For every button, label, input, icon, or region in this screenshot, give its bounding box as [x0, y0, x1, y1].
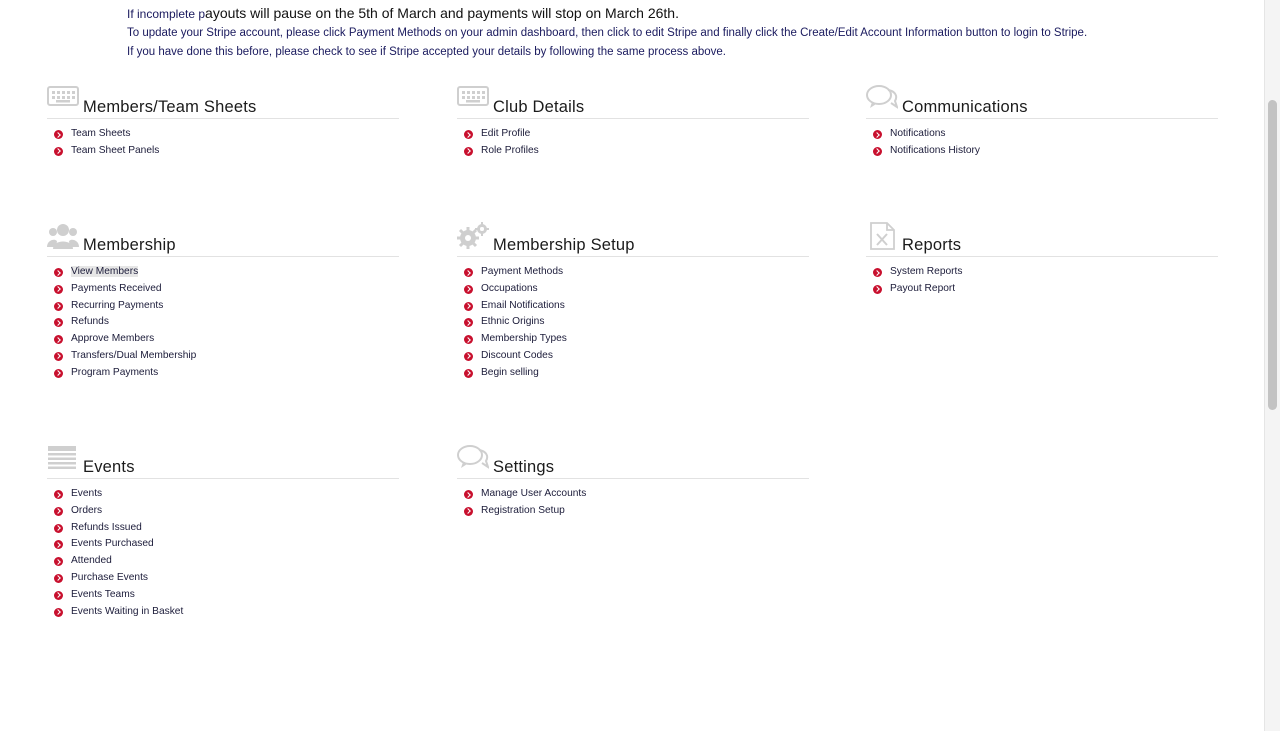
section-header	[47, 226, 399, 257]
chat-icon	[866, 84, 898, 112]
section-title: Members/Team Sheets	[83, 98, 257, 116]
section-title: Settings	[493, 458, 555, 476]
gears-icon	[457, 222, 489, 250]
link-membership-types[interactable]: Membership Types	[457, 331, 809, 348]
arrow-circle-icon	[464, 268, 473, 277]
link-system-reports[interactable]: System Reports	[866, 264, 1218, 281]
arrow-circle-icon	[54, 540, 63, 549]
link-approve-members[interactable]: Approve Members	[47, 331, 399, 348]
link-purchase-events[interactable]: Purchase Events	[47, 570, 399, 587]
link-manage-user-accounts[interactable]: Manage User Accounts	[457, 486, 809, 503]
arrow-circle-icon	[54, 352, 63, 361]
section-title: Reports	[902, 236, 962, 254]
arrow-circle-icon	[54, 591, 63, 600]
section-links	[866, 264, 1218, 298]
section-header	[866, 226, 1218, 257]
link-edit-profile[interactable]: Edit Profile	[457, 126, 809, 143]
section-membership-setup	[457, 226, 809, 382]
section-reports	[866, 226, 1218, 298]
link-discount-codes[interactable]: Discount Codes	[457, 348, 809, 365]
stripe-notice	[127, 4, 1127, 62]
section-title: Membership	[83, 236, 176, 254]
arrow-circle-icon	[873, 147, 882, 156]
keyboard-icon	[47, 84, 79, 112]
arrow-circle-icon	[464, 147, 473, 156]
arrow-circle-icon	[464, 369, 473, 378]
section-links	[457, 486, 809, 520]
arrow-circle-icon	[54, 369, 63, 378]
arrow-circle-icon	[464, 507, 473, 516]
section-settings	[457, 448, 809, 520]
link-orders[interactable]: Orders	[47, 503, 399, 520]
arrow-circle-icon	[54, 147, 63, 156]
notice-line-2: To update your Stripe account, please click Payment Methods on your admin dashboard, then click to edit Stripe and finally click the Create/Edit Account Information button to login to Stripe.	[127, 27, 1088, 39]
arrow-circle-icon	[54, 268, 63, 277]
arrow-circle-icon	[54, 318, 63, 327]
arrow-circle-icon	[54, 130, 63, 139]
link-team-sheet-panels[interactable]: Team Sheet Panels	[47, 143, 399, 160]
arrow-circle-icon	[464, 302, 473, 311]
link-registration-setup[interactable]: Registration Setup	[457, 503, 809, 520]
arrow-circle-icon	[54, 524, 63, 533]
link-attended[interactable]: Attended	[47, 553, 399, 570]
vertical-scrollbar[interactable]	[1264, 0, 1280, 731]
link-events-teams[interactable]: Events Teams	[47, 587, 399, 604]
section-header	[457, 226, 809, 257]
section-title: Events	[83, 458, 135, 476]
section-title: Communications	[902, 98, 1028, 116]
section-links	[457, 126, 809, 160]
section-header	[457, 448, 809, 479]
arrow-circle-icon	[464, 490, 473, 499]
link-payments-received[interactable]: Payments Received	[47, 281, 399, 298]
notice-line-3: If you have done this before, please check to see if Stripe accepted your details by following the same process above.	[127, 46, 726, 58]
arrow-circle-icon	[54, 557, 63, 566]
section-header	[457, 88, 809, 119]
arrow-circle-icon	[464, 285, 473, 294]
link-payout-report[interactable]: Payout Report	[866, 281, 1218, 298]
link-notifications[interactable]: Notifications	[866, 126, 1218, 143]
keyboard-icon	[457, 84, 489, 112]
arrow-circle-icon	[464, 352, 473, 361]
users-icon	[47, 222, 79, 250]
section-links	[47, 264, 399, 382]
link-ethnic-origins[interactable]: Ethnic Origins	[457, 314, 809, 331]
section-links	[47, 486, 399, 620]
section-communications	[866, 88, 1218, 160]
link-transfers-dual-membership[interactable]: Transfers/Dual Membership	[47, 348, 399, 365]
link-recurring-payments[interactable]: Recurring Payments	[47, 298, 399, 315]
section-header	[47, 448, 399, 479]
scrollbar-thumb[interactable]	[1268, 100, 1277, 410]
arrow-circle-icon	[54, 302, 63, 311]
section-title: Membership Setup	[493, 236, 635, 254]
arrow-circle-icon	[464, 130, 473, 139]
section-header	[47, 88, 399, 119]
excel-file-icon	[866, 222, 898, 250]
link-events-purchased[interactable]: Events Purchased	[47, 536, 399, 553]
arrow-circle-icon	[54, 490, 63, 499]
link-program-payments[interactable]: Program Payments	[47, 365, 399, 382]
list-icon	[47, 444, 79, 472]
chat-icon	[457, 444, 489, 472]
section-events	[47, 448, 399, 620]
link-email-notifications[interactable]: Email Notifications	[457, 298, 809, 315]
notice-line-1: If incomplete payouts will pause on the 5th of March and payments will stop on March 26th.	[127, 5, 679, 21]
link-view-members[interactable]: View Members	[47, 264, 399, 281]
section-links	[866, 126, 1218, 160]
arrow-circle-icon	[54, 608, 63, 617]
link-notifications-history[interactable]: Notifications History	[866, 143, 1218, 160]
arrow-circle-icon	[464, 335, 473, 344]
section-links	[47, 126, 399, 160]
link-team-sheets[interactable]: Team Sheets	[47, 126, 399, 143]
section-club-details	[457, 88, 809, 160]
arrow-circle-icon	[464, 318, 473, 327]
link-events-waiting-in-basket[interactable]: Events Waiting in Basket	[47, 604, 399, 621]
arrow-circle-icon	[873, 130, 882, 139]
section-header	[866, 88, 1218, 119]
arrow-circle-icon	[54, 574, 63, 583]
link-refunds[interactable]: Refunds	[47, 314, 399, 331]
link-refunds-issued[interactable]: Refunds Issued	[47, 520, 399, 537]
arrow-circle-icon	[873, 285, 882, 294]
link-occupations[interactable]: Occupations	[457, 281, 809, 298]
link-begin-selling[interactable]: Begin selling	[457, 365, 809, 382]
link-events[interactable]: Events	[47, 486, 399, 503]
arrow-circle-icon	[54, 507, 63, 516]
link-payment-methods[interactable]: Payment Methods	[457, 264, 809, 281]
section-title: Club Details	[493, 98, 585, 116]
section-members-team-sheets	[47, 88, 399, 160]
arrow-circle-icon	[54, 335, 63, 344]
section-links	[457, 264, 809, 382]
arrow-circle-icon	[54, 285, 63, 294]
section-membership	[47, 226, 399, 382]
arrow-circle-icon	[873, 268, 882, 277]
link-role-profiles[interactable]: Role Profiles	[457, 143, 809, 160]
